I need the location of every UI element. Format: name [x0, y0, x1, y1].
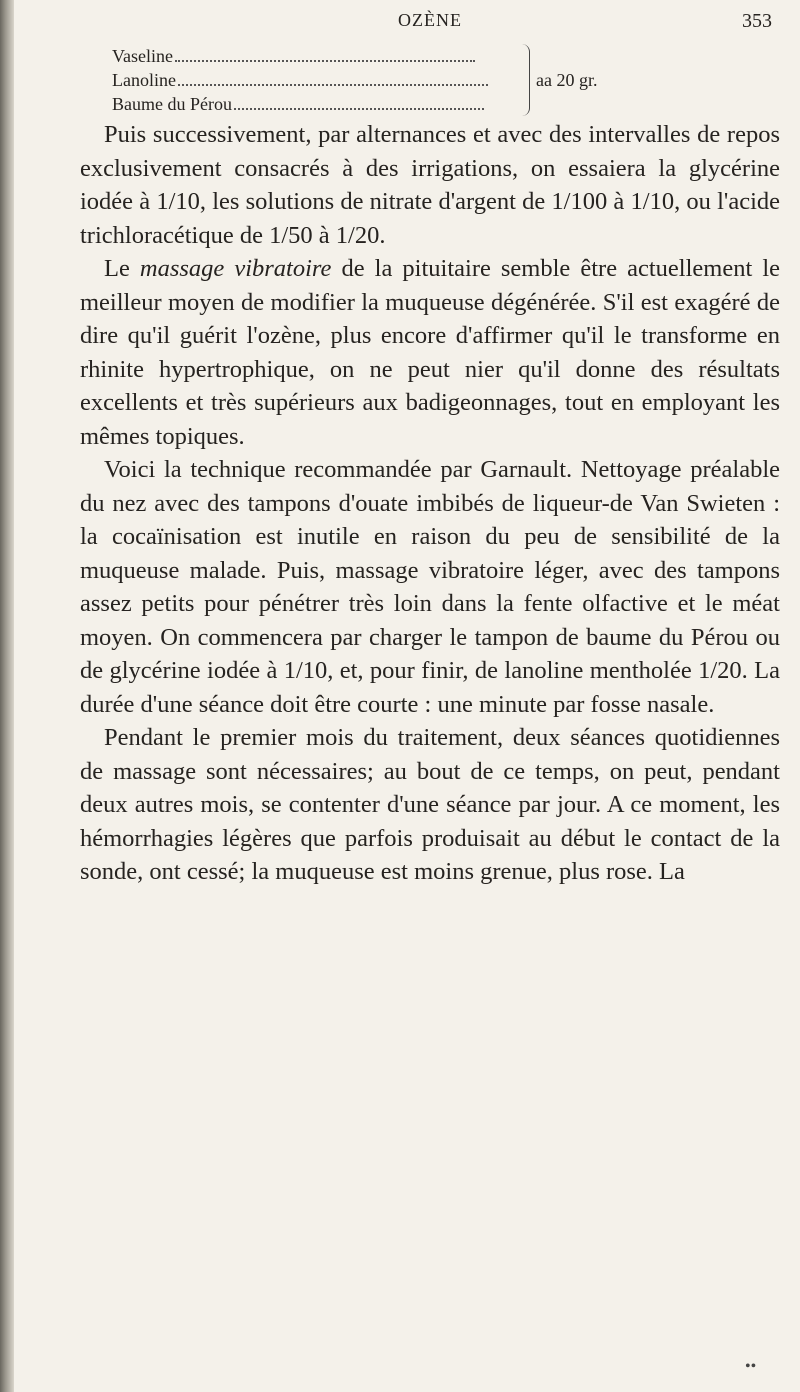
body-text [80, 118, 780, 889]
recipe-item [112, 92, 752, 116]
recipe-dose: aa 20 gr. [536, 70, 598, 90]
dot-leader [175, 52, 475, 62]
ingredient-name: Vaseline [112, 46, 173, 66]
running-head-title: OZÈNE [398, 10, 462, 30]
emphasized-term: massage vibratoire [139, 255, 332, 282]
dot-leader [178, 76, 488, 86]
paragraph-lead: Le [104, 255, 140, 282]
page-number: 353 [742, 10, 772, 32]
recipe-item [112, 44, 752, 68]
paragraph: Voici la technique recommandée par Garnault. Nettoyage préalable du nez avec des tampons d'ouate imbibés de liqueur-de Van Swieten : la cocaïnisation est inutile en raison du peu de sensibilité de la muqueuse malade. Puis, massage vibratoire léger, avec des tampons assez petits pour pénétrer très loin dans la fente olfactive et le méat moyen. On commencera par charger le tampon de baume du Pérou ou de glycérine iodée à 1/10, et, pour finir, de lanoline mentholée 1/20. La durée d'une séance doit être courte : une minute par fosse nasale. [80, 456, 780, 718]
running-head [80, 10, 780, 34]
recipe-item [112, 68, 752, 92]
paragraph: Pendant le premier mois du traitement, deux séances quotidiennes de massage sont nécessaires; au bout de ce temps, on peut, pendant deux autres mois, se contenter d'une séance par jour. A ce moment, les hémorrhagies légères que parfois produisait au début le contact de la sonde, ont cessé; la muqueuse est moins grenue, plus rose. La [80, 724, 780, 885]
paragraph-body: de la pituitaire semble être actuellement le meilleur moyen de modifier la muqueuse dégénérée. S'il est exagéré de dire qu'il guérit l'ozène, plus encore d'affirmer qu'il le transforme en rhinite hypertrophique, on ne peut nier qu'il donne des résultats excellents et très supérieurs aux badigeonnages, tout en employant les mêmes topiques. [80, 255, 781, 450]
page-binding-edge [0, 0, 14, 1392]
catchword-marks: •• [745, 1358, 757, 1375]
ingredient-name: Lanoline [112, 70, 176, 90]
paragraph [80, 252, 780, 453]
recipe-list [112, 44, 752, 116]
paragraph: Puis successivement, par alternances et avec des intervalles de repos exclusivement consacrés à des irrigations, on essaiera la glycérine iodée à 1/10, les solutions de nitrate d'argent de 1/100 à 1/10, ou l'acide trichloracétique de 1/50 à 1/20. [80, 121, 780, 249]
recipe-brace [515, 44, 530, 116]
ingredient-name: Baume du Pérou [112, 94, 232, 114]
dot-leader [234, 100, 484, 110]
